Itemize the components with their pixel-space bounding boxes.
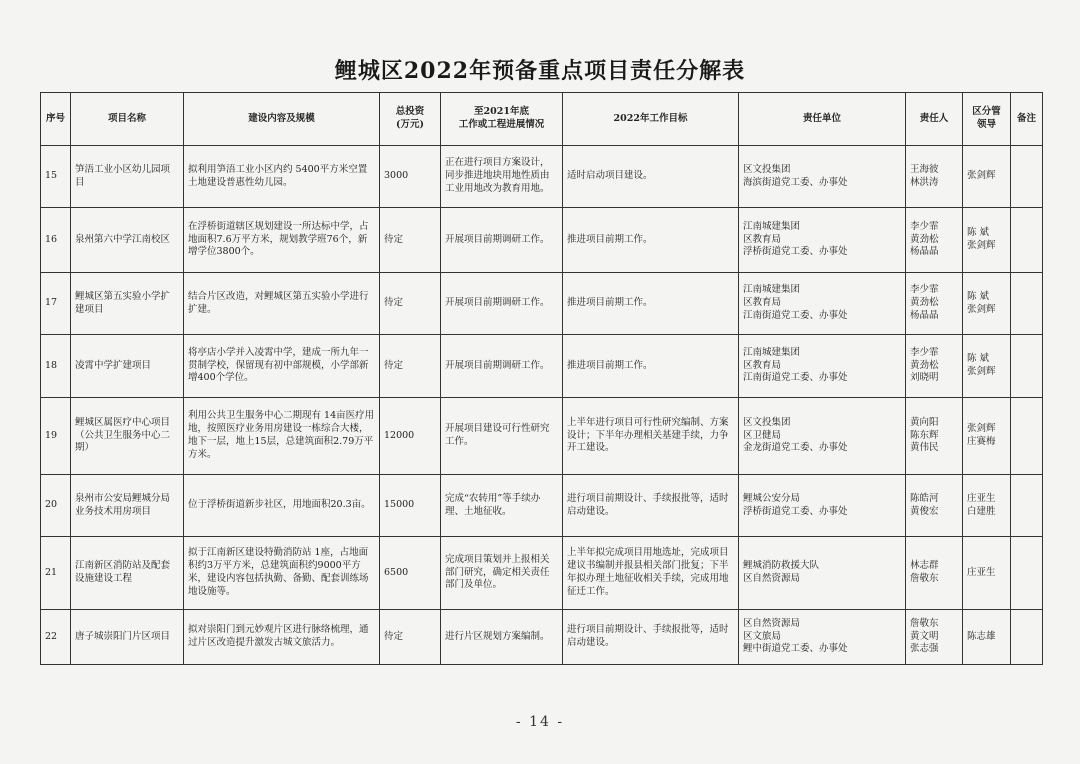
row-leader: 张剑辉 庄赛梅 <box>963 398 1011 475</box>
row-remark <box>1011 273 1043 335</box>
header-unit: 责任单位 <box>739 93 906 146</box>
header-no: 序号 <box>41 93 71 146</box>
row-goal: 进行项目前期设计、手续报批等，适时启动建设。 <box>563 610 739 665</box>
row-content: 利用公共卫生服务中心二期现有 14亩医疗用地，按照医疗业务用房建设一栋综合大楼，地下一层，地上15层，总建筑面积2.79万平方米。 <box>184 398 380 475</box>
table-row <box>41 398 1043 475</box>
row-content: 拟利用笋浯工业小区内约 5400平方米空置土地建设普惠性幼儿园。 <box>184 146 380 208</box>
row-remark <box>1011 398 1043 475</box>
row-project-name: 鲤城区第五实验小学扩建项目 <box>71 273 184 335</box>
row-progress: 完成“农转用”等手续办理、土地征收。 <box>441 475 563 537</box>
row-investment: 待定 <box>380 273 441 335</box>
row-unit: 鲤城消防救援大队 区自然资源局 <box>739 537 906 610</box>
row-goal: 推进项目前期工作。 <box>563 335 739 398</box>
row-person: 李少霏 黄劲松 杨晶晶 <box>906 273 963 335</box>
row-project-name: 江南新区消防站及配套设施建设工程 <box>71 537 184 610</box>
page-title: 鲤城区2022年预备重点项目责任分解表 <box>334 58 746 84</box>
row-investment: 6500 <box>380 537 441 610</box>
header-goal: 2022年工作目标 <box>563 93 739 146</box>
row-remark <box>1011 610 1043 665</box>
row-remark <box>1011 146 1043 208</box>
table-row <box>41 146 1043 208</box>
row-unit: 区文投集团 区卫健局 金龙街道党工委、办事处 <box>739 398 906 475</box>
row-content: 位于浮桥街道新步社区，用地面积20.3亩。 <box>184 475 380 537</box>
row-progress: 进行片区规划方案编制。 <box>441 610 563 665</box>
row-leader: 陈 斌 张剑辉 <box>963 208 1011 273</box>
row-person: 王海彼 林洪涛 <box>906 146 963 208</box>
row-person: 陈皓河 黄俊宏 <box>906 475 963 537</box>
row-remark <box>1011 537 1043 610</box>
row-progress: 开展项目前期调研工作。 <box>441 208 563 273</box>
header-person: 责任人 <box>906 93 963 146</box>
table-row <box>41 610 1043 665</box>
row-no: 20 <box>41 475 71 537</box>
row-person: 李少霏 黄劲松 杨晶晶 <box>906 208 963 273</box>
row-content: 结合片区改造，对鲤城区第五实验小学进行扩建。 <box>184 273 380 335</box>
row-project-name: 泉州市公安局鲤城分局业务技术用房项目 <box>71 475 184 537</box>
page-number: - 14 - <box>515 714 565 730</box>
row-no: 15 <box>41 146 71 208</box>
row-investment: 12000 <box>380 398 441 475</box>
row-goal: 适时启动项目建设。 <box>563 146 739 208</box>
row-content: 拟于江南新区建设特勤消防站 1座，占地面积约3万平方米，总建筑面积约9000平方米，建设内容包括执勤、备勤、配套训练场地设施等。 <box>184 537 380 610</box>
table-row <box>41 537 1043 610</box>
table-row <box>41 335 1043 398</box>
row-goal: 推进项目前期工作。 <box>563 208 739 273</box>
row-person: 林志群 詹敬东 <box>906 537 963 610</box>
row-progress: 开展项目建设可行性研究工作。 <box>441 398 563 475</box>
row-remark <box>1011 475 1043 537</box>
row-unit: 江南城建集团 区教育局 浮桥街道党工委、办事处 <box>739 208 906 273</box>
row-project-name: 笋浯工业小区幼儿园项目 <box>71 146 184 208</box>
row-leader: 陈志雄 <box>963 610 1011 665</box>
row-project-name: 凌霄中学扩建项目 <box>71 335 184 398</box>
row-investment: 待定 <box>380 335 441 398</box>
row-person: 黄向阳 陈东辉 黄伟民 <box>906 398 963 475</box>
header-content: 建设内容及规模 <box>184 93 380 146</box>
row-person: 李少霏 黄劲松 刘晓明 <box>906 335 963 398</box>
row-investment: 待定 <box>380 208 441 273</box>
header-progress: 至2021年底 工作或工程进展情况 <box>441 93 563 146</box>
row-no: 21 <box>41 537 71 610</box>
header-name: 项目名称 <box>71 93 184 146</box>
row-project-name: 泉州第六中学江南校区 <box>71 208 184 273</box>
row-unit: 江南城建集团 区教育局 江南街道党工委、办事处 <box>739 273 906 335</box>
row-unit: 区自然资源局 区文旅局 鲤中街道党工委、办事处 <box>739 610 906 665</box>
row-goal: 上半年进行项目可行性研究编制、方案设计；下半年办理相关基建手续，力争开工建设。 <box>563 398 739 475</box>
table-row <box>41 273 1043 335</box>
row-no: 16 <box>41 208 71 273</box>
row-investment: 待定 <box>380 610 441 665</box>
row-project-name: 唐子城崇阳门片区项目 <box>71 610 184 665</box>
row-content: 拟对崇阳门到元妙观片区进行脉络梳理，通过片区改造提升激发古城文旅活力。 <box>184 610 380 665</box>
table-row <box>41 475 1043 537</box>
row-content: 将亭店小学并入凌霄中学，建成一所九年一贯制学校，保留现有初中部规模，小学部新增400个学位。 <box>184 335 380 398</box>
responsibility-table <box>40 92 1043 665</box>
row-no: 22 <box>41 610 71 665</box>
row-leader: 庄亚生 <box>963 537 1011 610</box>
row-no: 18 <box>41 335 71 398</box>
row-leader: 张剑辉 <box>963 146 1011 208</box>
header-investment: 总投资 (万元) <box>380 93 441 146</box>
row-unit: 区文投集团 海滨街道党工委、办事处 <box>739 146 906 208</box>
row-goal: 上半年拟完成项目用地选址，完成项目建议书编制并报县相关部门批复；下半年拟办理土地征收相关手续，完成用地征迁工作。 <box>563 537 739 610</box>
row-progress: 开展项目前期调研工作。 <box>441 335 563 398</box>
table-row <box>41 208 1043 273</box>
row-progress: 完成项目策划并上报相关部门研究，确定相关责任部门及单位。 <box>441 537 563 610</box>
row-progress: 正在进行项目方案设计，同步推进地块用地性质由工业用地改为教育用地。 <box>441 146 563 208</box>
row-investment: 15000 <box>380 475 441 537</box>
row-leader: 陈 斌 张剑辉 <box>963 273 1011 335</box>
header-remark: 备注 <box>1011 93 1043 146</box>
row-goal: 进行项目前期设计、手续报批等，适时启动建设。 <box>563 475 739 537</box>
row-unit: 江南城建集团 区教育局 江南街道党工委、办事处 <box>739 335 906 398</box>
row-leader: 陈 斌 张剑辉 <box>963 335 1011 398</box>
row-content: 在浮桥街道辖区规划建设一所达标中学，占地面积7.6万平方米，规划教学班76个，新增学位3800个。 <box>184 208 380 273</box>
row-investment: 3000 <box>380 146 441 208</box>
header-row <box>41 93 1043 146</box>
row-project-name: 鲤城区属医疗中心项目（公共卫生服务中心二期） <box>71 398 184 475</box>
row-remark <box>1011 335 1043 398</box>
row-remark <box>1011 208 1043 273</box>
header-leader: 区分管 领导 <box>963 93 1011 146</box>
row-unit: 鲤城公安分局 浮桥街道党工委、办事处 <box>739 475 906 537</box>
row-no: 17 <box>41 273 71 335</box>
row-goal: 推进项目前期工作。 <box>563 273 739 335</box>
row-person: 詹敬东 黄文明 张志强 <box>906 610 963 665</box>
row-no: 19 <box>41 398 71 475</box>
row-leader: 庄亚生 白建胜 <box>963 475 1011 537</box>
row-progress: 开展项目前期调研工作。 <box>441 273 563 335</box>
